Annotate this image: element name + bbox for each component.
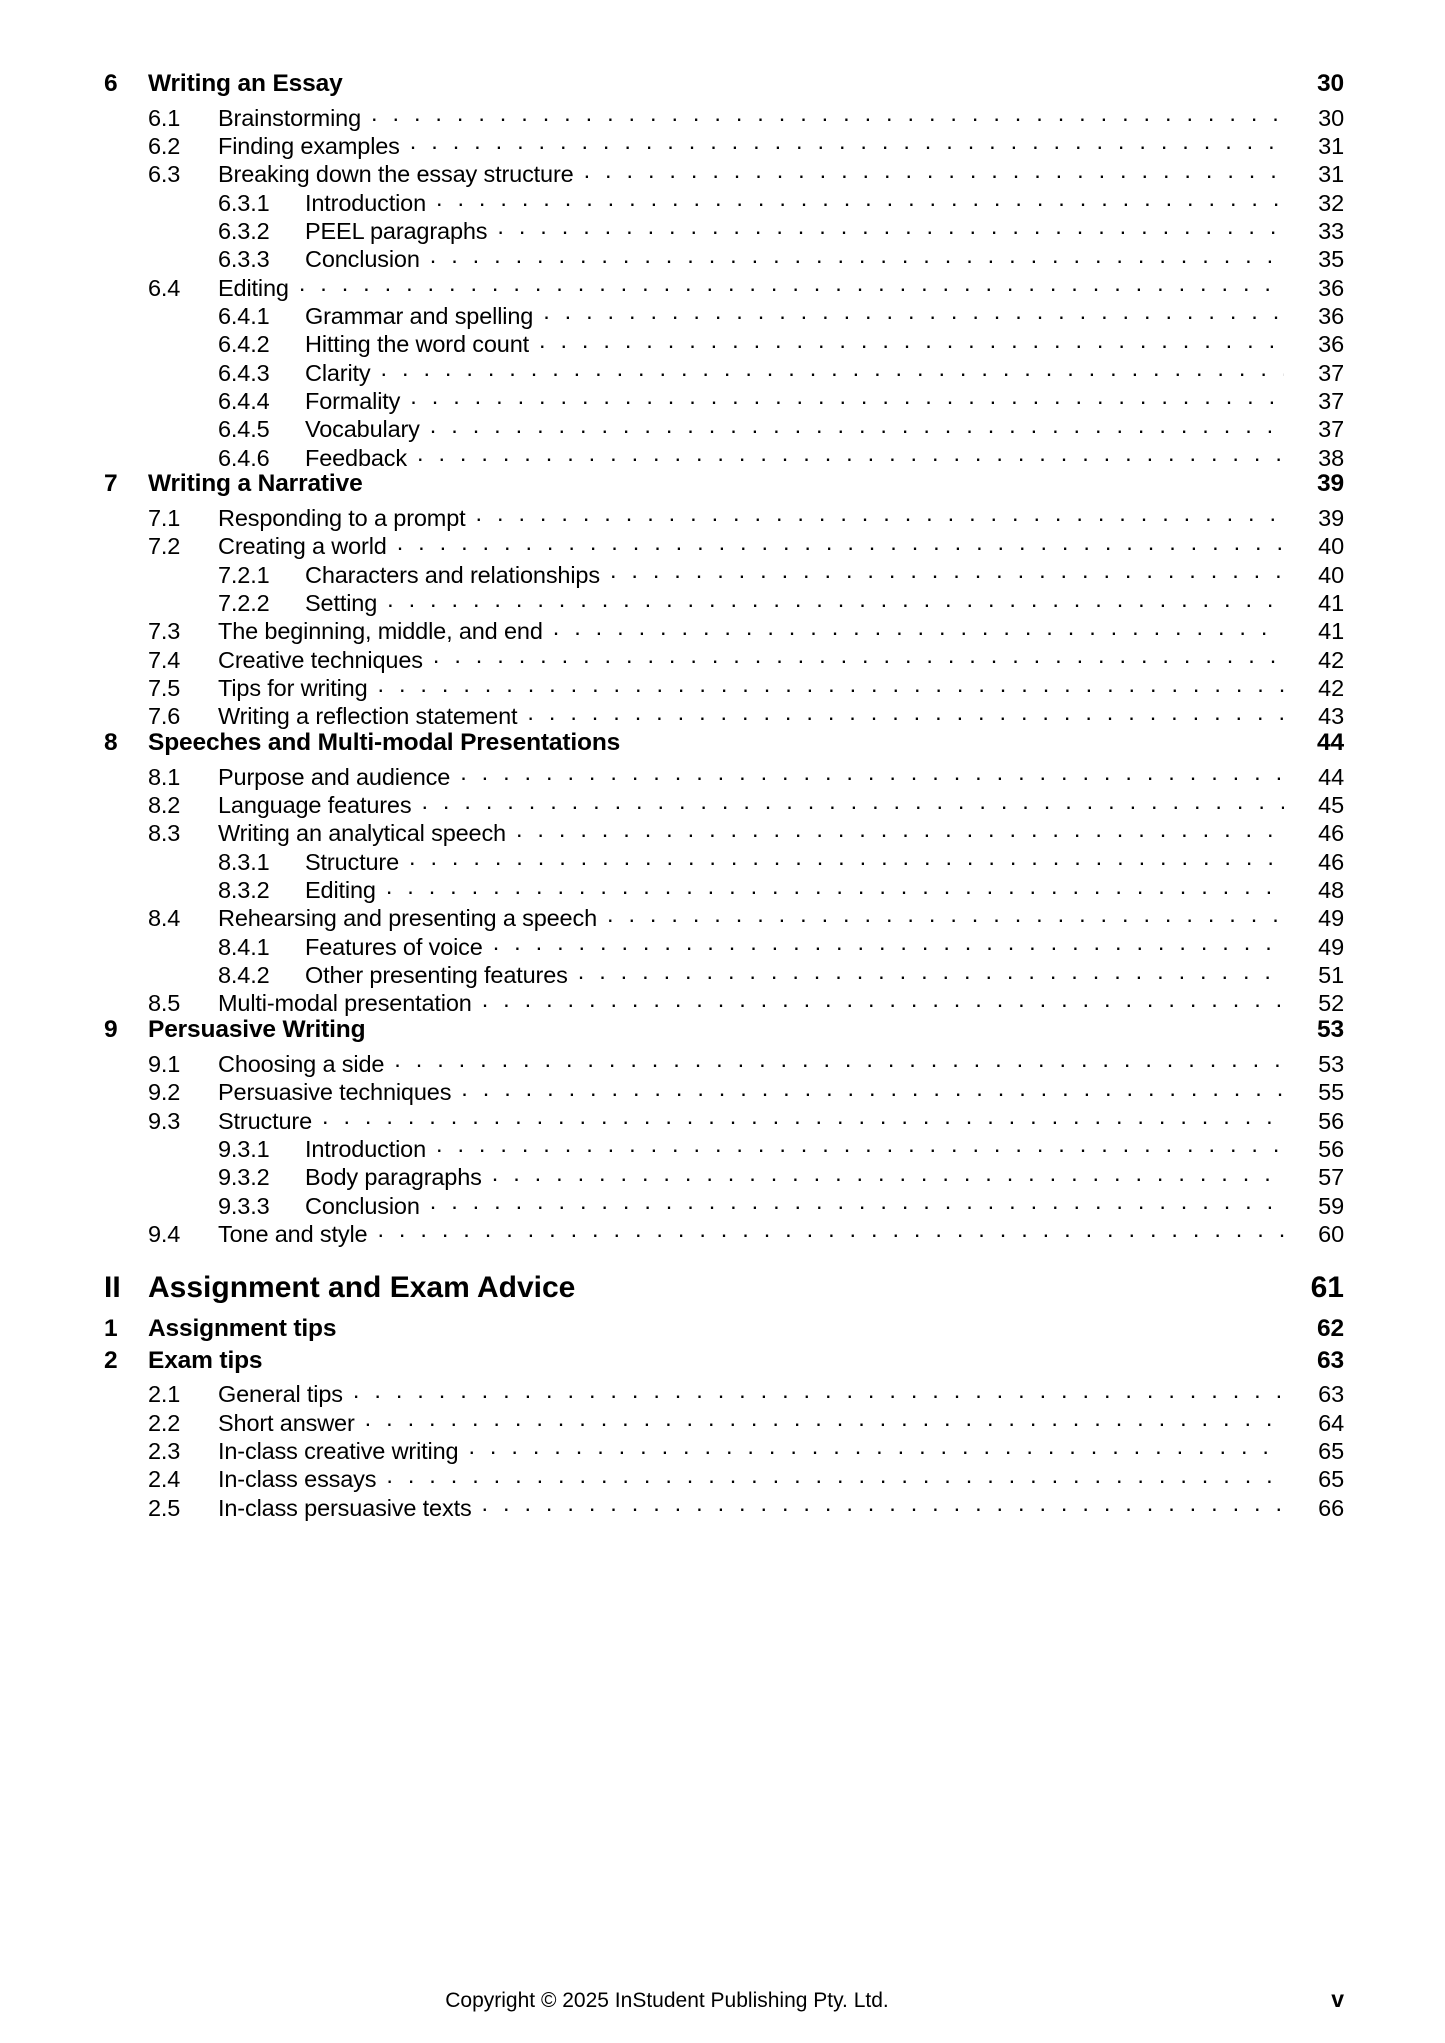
dot-leader (387, 588, 1284, 612)
toc-entry-number: 6 (104, 70, 118, 97)
toc-entry-page-number: 30 (1318, 104, 1344, 131)
toc-entry-title: Assignment and Exam Advice (148, 1270, 576, 1304)
toc-entry-number: 7.3 (148, 618, 181, 645)
toc-entry-number: 8.3 (148, 820, 181, 847)
dot-leader (433, 644, 1284, 668)
toc-entry-number: 6.1 (148, 104, 181, 131)
toc-entry-title: Breaking down the essay structure (218, 161, 574, 188)
toc-entry-page-number: 49 (1318, 905, 1344, 932)
dot-leader (482, 1492, 1284, 1516)
toc-entry-page-number: 51 (1318, 962, 1344, 989)
toc-entry-part[interactable] (104, 1271, 1344, 1315)
toc-entry-number: 7.1 (148, 504, 181, 531)
toc-entry-number: 6.4.1 (218, 302, 270, 329)
toc-entry-title: Editing (305, 877, 376, 904)
dot-leader (543, 300, 1284, 324)
toc-entry-subsection[interactable] (104, 215, 1344, 243)
toc-entry-page-number: 39 (1318, 504, 1344, 531)
toc-entry-section[interactable] (104, 1492, 1344, 1520)
dot-leader (460, 761, 1284, 785)
toc-entry-section[interactable] (104, 102, 1344, 130)
toc-entry-page-number: 40 (1318, 533, 1344, 560)
toc-entry-title: Writing an Essay (148, 70, 343, 97)
toc-entry-title: Characters and relationships (305, 561, 600, 588)
toc-entry-page-number: 52 (1318, 990, 1344, 1017)
toc-entry-number: 7.5 (148, 675, 181, 702)
toc-entry-page-number: 40 (1318, 561, 1344, 588)
dot-leader (527, 701, 1284, 725)
toc-entry-section[interactable] (104, 159, 1344, 187)
toc-entry-subsection[interactable] (104, 1133, 1344, 1161)
toc-list (104, 70, 1344, 1520)
copyright-notice: Copyright © 2025 InStudent Publishing Pty. Ltd. (445, 1989, 889, 2012)
toc-entry-title: Feedback (305, 444, 408, 471)
toc-entry-title: Tips for writing (218, 675, 368, 702)
toc-entry-section[interactable] (104, 1464, 1344, 1492)
toc-entry-chapter[interactable] (104, 729, 1344, 761)
toc-entry-number: 2.1 (148, 1381, 181, 1408)
toc-entry-number: 8.4 (148, 905, 181, 932)
toc-entry-title: Editing (218, 274, 289, 301)
toc-entry-title: Grammar and spelling (305, 302, 534, 329)
toc-entry-title: Features of voice (305, 933, 483, 960)
toc-entry-number: 7.2.2 (218, 590, 270, 616)
dot-leader (430, 244, 1284, 268)
toc-entry-chapter[interactable] (104, 70, 1344, 102)
toc-entry-title: Introduction (305, 1135, 427, 1162)
dot-leader (436, 187, 1284, 211)
dot-leader (493, 931, 1284, 955)
toc-entry-section[interactable] (104, 701, 1344, 729)
toc-entry-title: Brainstorming (218, 104, 362, 131)
toc-entry-number: II (104, 1270, 121, 1304)
toc-entry-number: 2.3 (148, 1437, 181, 1464)
toc-entry-section[interactable] (104, 673, 1344, 701)
toc-entry-section[interactable] (104, 272, 1344, 300)
toc-entry-number: 9.3.3 (218, 1192, 270, 1219)
toc-entry-section[interactable] (104, 761, 1344, 789)
toc-entry-subsection[interactable] (104, 357, 1344, 385)
dot-leader (409, 846, 1284, 870)
toc-entry-title: Rehearsing and presenting a speech (218, 905, 598, 932)
toc-entry-number: 7 (104, 470, 118, 498)
toc-entry-number: 2 (104, 1346, 118, 1374)
toc-entry-number: 9.4 (148, 1220, 181, 1247)
toc-entry-title: Persuasive Writing (148, 1016, 366, 1044)
dot-leader (410, 385, 1284, 409)
toc-entry-number: 8.3.2 (218, 877, 270, 904)
toc-entry-page-number: 37 (1318, 359, 1344, 386)
toc-entry-page-number: 60 (1318, 1220, 1344, 1247)
toc-entry-section[interactable] (104, 644, 1344, 672)
toc-entry-number: 9.1 (148, 1050, 181, 1077)
toc-entry-title: Hitting the word count (305, 331, 529, 358)
toc-entry-page-number: 63 (1317, 1346, 1344, 1374)
toc-entry-number: 9.3 (148, 1107, 181, 1134)
toc-entry-page-number: 36 (1318, 302, 1344, 329)
toc-entry-page-number: 62 (1317, 1314, 1344, 1342)
toc-entry-title: Writing an analytical speech (218, 820, 506, 847)
toc-entry-title: General tips (218, 1381, 343, 1408)
toc-entry-page-number: 37 (1318, 387, 1344, 414)
toc-entry-subsection[interactable] (104, 1190, 1344, 1218)
dot-leader (516, 818, 1284, 842)
toc-entry-subsection[interactable] (104, 588, 1344, 616)
dot-leader (461, 1077, 1284, 1101)
toc-entry-subsection[interactable] (104, 414, 1344, 442)
toc-entry-title: Formality (305, 387, 401, 414)
toc-entry-section[interactable] (104, 130, 1344, 158)
toc-entry-number: 6.4 (148, 274, 181, 301)
toc-entry-page-number: 30 (1317, 70, 1344, 97)
toc-entry-page-number: 41 (1318, 590, 1344, 616)
toc-entry-number: 6.4.4 (218, 387, 270, 414)
toc-entry-subsection[interactable] (104, 875, 1344, 903)
toc-entry-title: In-class persuasive texts (218, 1494, 472, 1521)
toc-entry-page-number: 44 (1317, 729, 1344, 757)
toc-entry-title: Vocabulary (305, 416, 420, 443)
toc-entry-number: 8.3.1 (218, 848, 270, 875)
toc-entry-title: Conclusion (305, 246, 420, 273)
page-footer (104, 1986, 1344, 2013)
toc-entry-title: Short answer (218, 1409, 355, 1436)
toc-entry-number: 7.4 (148, 646, 181, 673)
toc-entry-section[interactable] (104, 531, 1344, 559)
toc-entry-title: Structure (218, 1107, 312, 1134)
dot-leader (578, 960, 1284, 984)
toc-entry-section[interactable] (104, 1407, 1344, 1435)
toc-entry-page-number: 61 (1310, 1270, 1344, 1304)
toc-entry-number: 6.3 (148, 161, 181, 188)
toc-entry-subsection[interactable] (104, 329, 1344, 357)
dot-leader (417, 442, 1284, 466)
toc-entry-chapter[interactable] (104, 1016, 1344, 1048)
toc-entry-page-number: 59 (1318, 1192, 1344, 1219)
toc-entry-page-number: 65 (1318, 1466, 1344, 1493)
dot-leader (607, 903, 1284, 927)
dot-leader (482, 988, 1284, 1012)
toc-entry-number: 1 (104, 1314, 118, 1342)
toc-entry-subsection[interactable] (104, 187, 1344, 215)
toc-entry-title: Language features (218, 792, 412, 819)
toc-entry-subsection[interactable] (104, 960, 1344, 988)
toc-entry-number: 7.2 (148, 533, 181, 560)
toc-entry-title: Persuasive techniques (218, 1079, 452, 1106)
dot-leader (371, 102, 1284, 126)
toc-entry-page-number: 31 (1318, 132, 1344, 159)
dot-leader (397, 531, 1284, 555)
toc-entry-page-number: 31 (1318, 161, 1344, 188)
toc-entry-title: PEEL paragraphs (305, 217, 488, 244)
toc-entry-subsection[interactable] (104, 385, 1344, 413)
dot-leader (377, 1218, 1284, 1242)
toc-entry-number: 9.3.2 (218, 1164, 270, 1191)
toc-entry-subsection[interactable] (104, 244, 1344, 272)
toc-entry-subsection[interactable] (104, 846, 1344, 874)
toc-entry-title: Creating a world (218, 533, 387, 560)
toc-entry-page-number: 48 (1318, 877, 1344, 904)
dot-leader (468, 1435, 1284, 1459)
toc-part-gap (104, 1247, 1344, 1271)
dot-leader (553, 616, 1284, 640)
toc-entry-page-number: 55 (1318, 1079, 1344, 1106)
toc-entry-title: Assignment tips (148, 1314, 337, 1342)
toc-entry-number: 6.3.1 (218, 189, 270, 216)
toc-entry-page-number: 64 (1318, 1409, 1344, 1436)
toc-entry-subsection[interactable] (104, 559, 1344, 587)
toc-entry-section[interactable] (104, 790, 1344, 818)
toc-entry-number: 8.1 (148, 763, 181, 790)
toc-entry-page-number: 36 (1318, 274, 1344, 301)
toc-entry-title: Purpose and audience (218, 763, 451, 790)
toc-entry-number: 9.3.1 (218, 1135, 270, 1162)
toc-entry-title: Finding examples (218, 132, 400, 159)
toc-entry-title: Introduction (305, 189, 427, 216)
toc-entry-section[interactable] (104, 988, 1344, 1016)
dot-leader (610, 559, 1284, 583)
toc-entry-title: The beginning, middle, and end (218, 618, 543, 645)
toc-entry-title: In-class creative writing (218, 1437, 459, 1464)
toc-entry-page-number: 49 (1318, 933, 1344, 960)
toc-entry-title: Creative techniques (218, 646, 423, 673)
dot-leader (365, 1407, 1284, 1431)
toc-entry-page-number: 46 (1318, 848, 1344, 875)
toc-entry-number: 6.4.5 (218, 416, 270, 443)
toc-entry-page-number: 63 (1318, 1381, 1344, 1408)
toc-entry-number: 2.5 (148, 1494, 181, 1521)
toc-entry-title: Multi-modal presentation (218, 990, 472, 1017)
toc-entry-page-number: 56 (1318, 1107, 1344, 1134)
toc-entry-page-number: 66 (1318, 1494, 1344, 1521)
toc-entry-number: 2.2 (148, 1409, 181, 1436)
dot-leader (497, 215, 1284, 239)
toc-entry-page-number: 38 (1318, 444, 1344, 471)
toc-entry-section[interactable] (104, 1218, 1344, 1246)
toc-entry-title: Structure (305, 848, 399, 875)
toc-entry-page-number: 42 (1318, 675, 1344, 702)
toc-entry-chapter[interactable] (104, 1315, 1344, 1347)
dot-leader (430, 1190, 1284, 1214)
toc-entry-section[interactable] (104, 1435, 1344, 1463)
dot-leader (386, 875, 1284, 899)
toc-entry-page-number: 35 (1318, 246, 1344, 273)
toc-entry-subsection[interactable] (104, 442, 1344, 470)
dot-leader (322, 1105, 1284, 1129)
dot-leader (299, 272, 1284, 296)
toc-entry-section[interactable] (104, 1379, 1344, 1407)
dot-leader (353, 1379, 1284, 1403)
toc-entry-subsection[interactable] (104, 1162, 1344, 1190)
toc-entry-number: 8.5 (148, 990, 181, 1017)
toc-entry-number: 6.4.3 (218, 359, 270, 386)
dot-leader (386, 1464, 1284, 1488)
toc-entry-page-number: 65 (1318, 1437, 1344, 1464)
toc-entry-number: 7.6 (148, 703, 181, 730)
toc-entry-number: 6.2 (148, 132, 181, 159)
toc-entry-title: Speeches and Multi-modal Presentations (148, 729, 621, 757)
toc-entry-title: Writing a reflection statement (218, 703, 518, 730)
toc-entry-number: 9.2 (148, 1079, 181, 1106)
toc-entry-number: 6.4.2 (218, 331, 270, 358)
toc-entry-page-number: 36 (1318, 331, 1344, 358)
toc-entry-number: 6.4.6 (218, 444, 270, 471)
toc-entry-number: 6.3.2 (218, 217, 270, 244)
toc-entry-section[interactable] (104, 903, 1344, 931)
toc-entry-number: 6.3.3 (218, 246, 270, 273)
dot-leader (394, 1048, 1284, 1072)
toc-entry-chapter[interactable] (104, 470, 1344, 502)
toc-entry-page-number: 37 (1318, 416, 1344, 443)
toc-entry-section[interactable] (104, 1105, 1344, 1133)
toc-entry-chapter[interactable] (104, 1347, 1344, 1379)
toc-entry-title: Body paragraphs (305, 1164, 482, 1191)
toc-entry-section[interactable] (104, 1077, 1344, 1105)
toc-entry-title: Responding to a prompt (218, 504, 466, 531)
toc-entry-number: 8.2 (148, 792, 181, 819)
toc-entry-title: Writing a Narrative (148, 470, 363, 498)
toc-entry-title: Tone and style (218, 1220, 368, 1247)
dot-leader (421, 790, 1284, 814)
toc-entry-title: Choosing a side (218, 1050, 385, 1077)
dot-leader (410, 130, 1284, 154)
dot-leader (492, 1162, 1284, 1186)
toc-entry-page-number: 41 (1318, 618, 1344, 645)
toc-entry-section[interactable] (104, 818, 1344, 846)
dot-leader (381, 357, 1284, 381)
toc-entry-page-number: 56 (1318, 1135, 1344, 1162)
toc-entry-page-number: 45 (1318, 792, 1344, 819)
dot-leader (584, 159, 1284, 183)
dot-leader (430, 414, 1284, 438)
toc-entry-number: 8.4.2 (218, 962, 270, 989)
toc-entry-section[interactable] (104, 502, 1344, 530)
toc-entry-page-number: 32 (1318, 189, 1344, 216)
dot-leader (378, 673, 1284, 697)
toc-entry-section[interactable] (104, 1048, 1344, 1076)
toc-entry-page-number: 57 (1318, 1164, 1344, 1191)
toc-entry-subsection[interactable] (104, 931, 1344, 959)
toc-entry-title: Setting (305, 590, 378, 616)
toc-entry-page-number: 43 (1318, 703, 1344, 730)
toc-entry-page-number: 53 (1317, 1016, 1344, 1044)
toc-entry-number: 9 (104, 1016, 118, 1044)
toc-entry-subsection[interactable] (104, 300, 1344, 328)
dot-leader (436, 1133, 1284, 1157)
toc-entry-page-number: 42 (1318, 646, 1344, 673)
dot-leader (476, 502, 1284, 526)
page-folio: v (1331, 1986, 1344, 2012)
toc-entry-number: 2.4 (148, 1466, 181, 1493)
toc-entry-number: 8 (104, 729, 118, 757)
toc-entry-title: Exam tips (148, 1346, 263, 1374)
toc-entry-title: Other presenting features (305, 962, 568, 989)
dot-leader (539, 329, 1284, 353)
toc-entry-page-number: 53 (1318, 1050, 1344, 1077)
toc-entry-page-number: 46 (1318, 820, 1344, 847)
toc-entry-title: Conclusion (305, 1192, 420, 1219)
toc-entry-number: 8.4.1 (218, 933, 270, 960)
toc-entry-title: Clarity (305, 359, 371, 386)
toc-entry-page-number: 44 (1318, 763, 1344, 790)
toc-entry-page-number: 33 (1318, 217, 1344, 244)
toc-entry-title: In-class essays (218, 1466, 377, 1493)
toc-entry-number: 7.2.1 (218, 561, 270, 588)
toc-entry-page-number: 39 (1317, 470, 1344, 498)
toc-entry-section[interactable] (104, 616, 1344, 644)
